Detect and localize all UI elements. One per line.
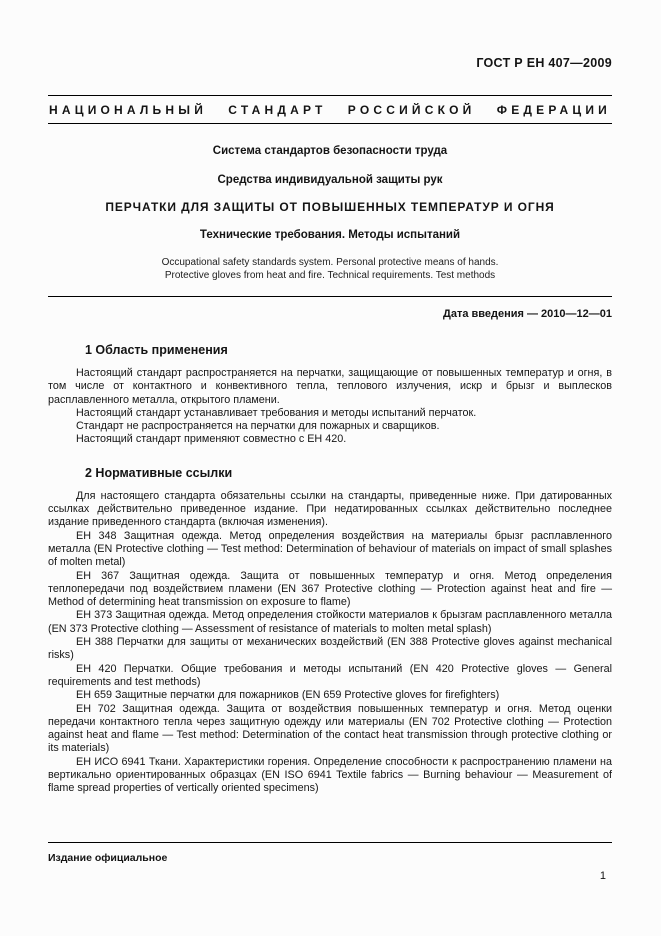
doc-code: ГОСТ Р ЕН 407—2009 bbox=[476, 56, 612, 70]
paragraph: Стандарт не распространяется на перчатки для пожарных и сварщиков. bbox=[76, 420, 440, 433]
section-scope bbox=[48, 343, 612, 447]
paragraph: Настоящий стандарт распространяется на перчатки, защищающие от повышенных температур и огня, в том числе от контактного и конвективного тепла, теплового излучения, искр и брызг и выплесков расплавленного металла, открытого пламени. bbox=[48, 367, 612, 406]
effective-date: Дата введения — 2010—12—01 bbox=[443, 308, 612, 320]
footer bbox=[48, 842, 612, 864]
reference-entry: ЕН 420 Перчатки. Общие требования и методы испытаний (EN 420 Protective gloves — General requirements and test methods) bbox=[48, 662, 612, 688]
section-normative-references bbox=[48, 466, 612, 796]
page-number: 1 bbox=[599, 870, 606, 882]
reference-entry: ЕН 388 Перчатки для защиты от механических воздействий (EN 388 Protective gloves against mechanical risks) bbox=[48, 636, 612, 662]
protective-means-line: Средства индивидуальной защиты рук bbox=[217, 174, 443, 186]
reference-entry: ЕН 659 Защитные перчатки для пожарников (EN 659 Protective gloves for firefighters) bbox=[76, 689, 500, 702]
reference-entry: ЕН 348 Защитная одежда. Метод определения воздействия на материалы брызг расплавленного металла (EN Protective clothing — Test method: Determination of behaviour of materials on impact of small splashes of molten metal) bbox=[48, 529, 612, 569]
official-edition-label: Издание официальное bbox=[48, 852, 168, 864]
document-subtitle: Технические требования. Методы испытаний bbox=[199, 229, 461, 241]
paragraph: Настоящий стандарт устанавливает требования и методы испытаний перчаток. bbox=[76, 406, 477, 419]
document-title: ПЕРЧАТКИ ДЛЯ ЗАЩИТЫ ОТ ПОВЫШЕННЫХ ТЕМПЕРАТУР И ОГНЯ bbox=[105, 200, 555, 214]
english-title-line-2: Protective gloves from heat and fire. Technical requirements. Test methods bbox=[164, 270, 496, 281]
reference-entry: ЕН 702 Защитная одежда. Защита от воздействия повышенных температур и огня. Метод оценки передачи контактного тепла через защитную одежду или материалы (EN 702 Protective clothing — Protection against heat and flame — Test method: Determination of the contact heat transmission through protective clothing or its materials) bbox=[48, 702, 612, 755]
national-standard-heading: НАЦИОНАЛЬНЫЙ СТАНДАРТ РОССИЙСКОЙ ФЕДЕРАЦИИ bbox=[48, 95, 612, 124]
reference-entry: ЕН ИСО 6941 Ткани. Характеристики горения. Определение способности к распространению пламени на вертикально ориентированных образцах (EN ISO 6941 Textile fabrics — Burning behaviour — Measurement of flame spread properties of vertically oriented specimens) bbox=[48, 755, 612, 795]
english-title-line-1: Occupational safety standards system. Personal protective means of hands. bbox=[161, 257, 499, 268]
divider bbox=[48, 296, 612, 297]
section-heading: 1 Область применения bbox=[85, 343, 228, 357]
english-title-block bbox=[48, 256, 612, 282]
paragraph: Настоящий стандарт применяют совместно с ЕН 420. bbox=[76, 433, 347, 446]
standards-system-line: Система стандартов безопасности труда bbox=[212, 145, 448, 157]
reference-entry: ЕН 373 Защитная одежда. Метод определения стойкости материалов к брызгам расплавленного металла (EN 373 Protective clothing — Assessment of resistance of materials to molten metal splash) bbox=[48, 609, 612, 635]
section-heading: 2 Нормативные ссылки bbox=[85, 465, 233, 480]
reference-entry: ЕН 367 Защитная одежда. Защита от повышенных температур и огня. Метод определения теплопередачи под воздействием пламени (EN 367 Protective clothing — Protection against heat and fire — Method of determining heat transmission on exposure to flame) bbox=[48, 569, 612, 609]
title-block bbox=[48, 145, 612, 282]
paragraph: Для настоящего стандарта обязательны ссылки на стандарты, приведенные ниже. При датированных ссылках действительно приведенное издание. При недатированных ссылках действительно последнее издание приведенного стандарта (включая изменения). bbox=[48, 489, 612, 529]
